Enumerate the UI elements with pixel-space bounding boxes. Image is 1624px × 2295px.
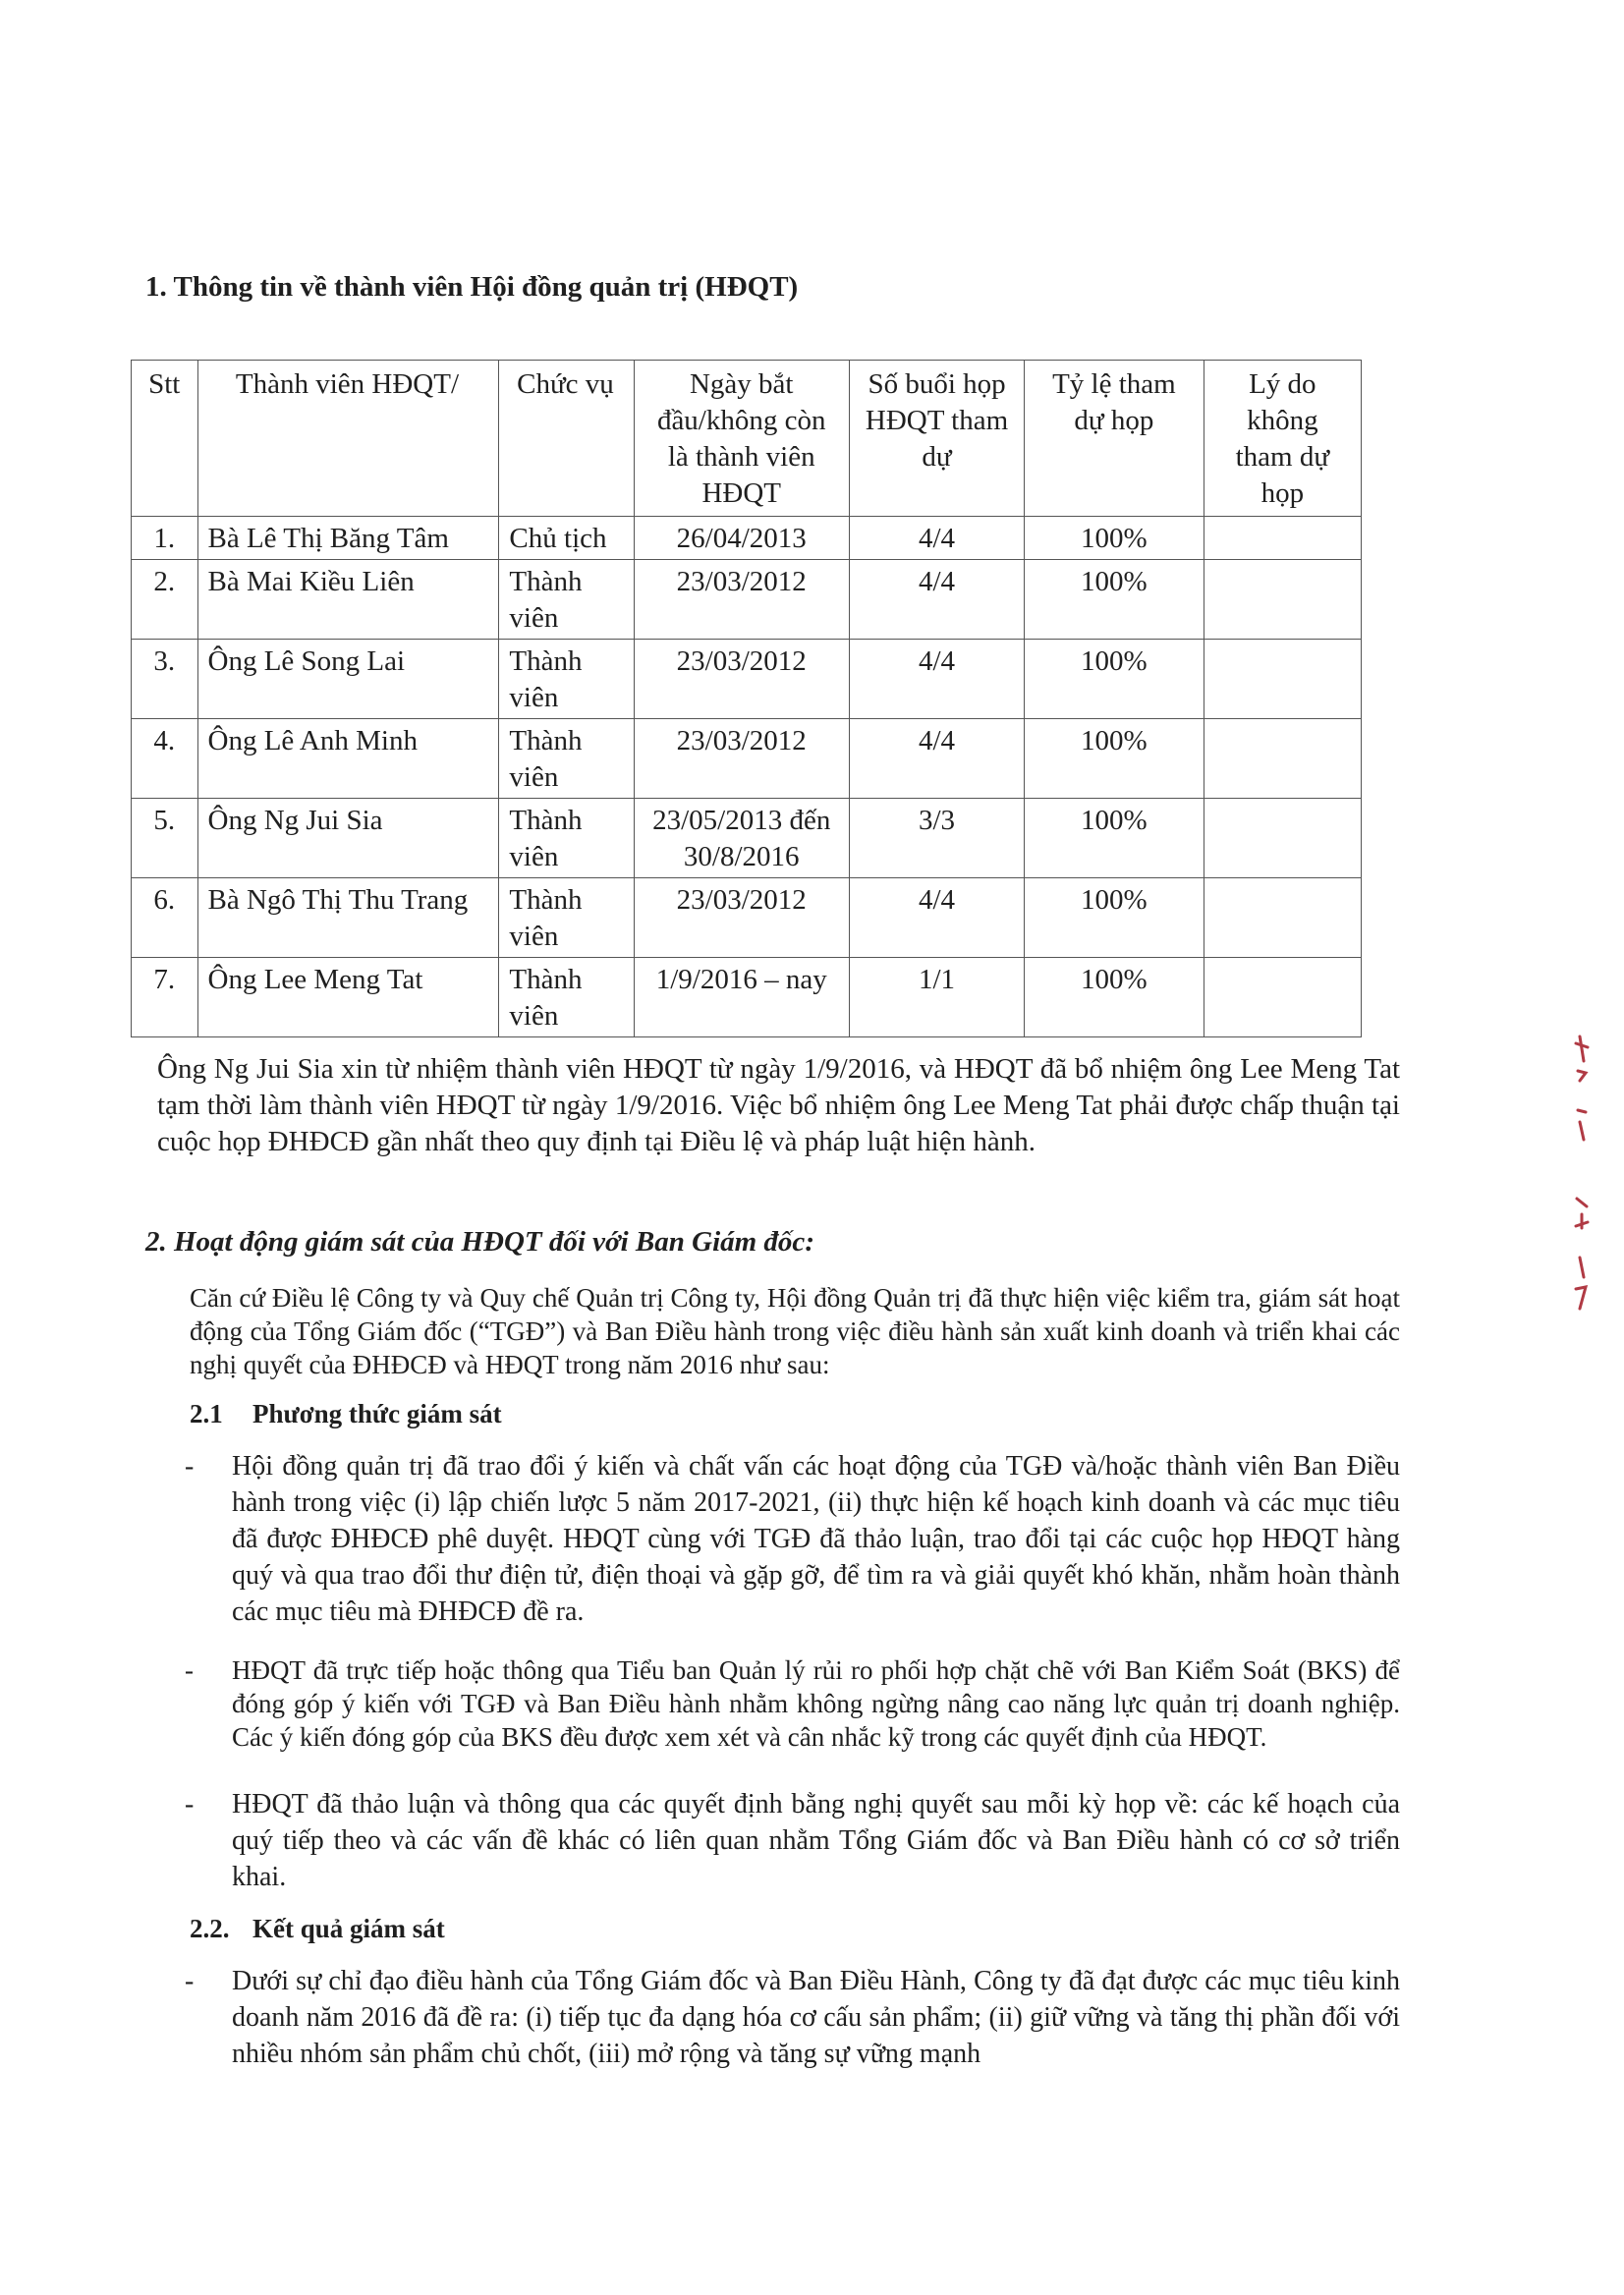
subsection-2-1-number: 2.1 [190,1399,223,1428]
row-rate: 100% [1025,878,1204,958]
list-item [185,1786,1400,1895]
bullet-dash: - [185,1789,195,1819]
row-reason [1204,719,1361,799]
row-stt: 3. [132,640,198,719]
row-stt: 1. [132,517,198,560]
row-stt: 7. [132,958,198,1037]
row-date: 23/05/2013 đến 30/8/2016 [634,799,849,878]
row-sessions: 4/4 [849,878,1024,958]
table-row [132,640,1362,719]
table-header-row [132,361,1362,517]
bullet-text: Hội đồng quản trị đã trao đổi ý kiến và chất vấn các hoạt động của TGĐ và/hoặc thành viên Ban Điều hành trong việc (i) lập chiến lược 5 năm 2017-2021, (ii) thực hiện kế hoạch kinh doanh và các mục tiêu đã được ĐHĐCĐ phê duyệt. HĐQT cùng với TGĐ đã thảo luận, trao đổi tại các cuộc họp HĐQT hàng quý và qua trao đổi thư điện tử, điện thoại và gặp gỡ, để tìm ra và giải quyết khó khăn, nhằm hoàn thành các mục tiêu mà ĐHĐCĐ đề ra. [232,1451,1400,1627]
table-row [132,878,1362,958]
row-sessions: 3/3 [849,799,1024,878]
row-role: Thành viên [499,560,634,640]
row-reason [1204,799,1361,878]
row-stt: 2. [132,560,198,640]
row-name: Ông Lee Meng Tat [197,958,499,1037]
margin-stamp-mark [1562,1032,1601,1326]
row-reason [1204,560,1361,640]
subsection-2-2-heading [190,1914,445,1944]
row-name: Ông Lê Song Lai [197,640,499,719]
row-rate: 100% [1025,517,1204,560]
row-role: Chủ tịch [499,517,634,560]
row-name: Ông Ng Jui Sia [197,799,499,878]
row-date: 23/03/2012 [634,640,849,719]
row-rate: 100% [1025,799,1204,878]
row-rate: 100% [1025,560,1204,640]
row-stt: 4. [132,719,198,799]
bullet-dash: - [185,1655,194,1685]
table-row [132,560,1362,640]
row-sessions: 4/4 [849,517,1024,560]
row-role: Thành viên [499,799,634,878]
subsection-2-1-title: Phương thức giám sát [252,1399,502,1428]
row-reason [1204,640,1361,719]
list-item [185,1448,1400,1630]
row-name: Bà Ngô Thị Thu Trang [197,878,499,958]
board-members-table [131,360,1362,1037]
subsection-2-2-number: 2.2. [190,1914,230,1943]
section-1-heading: 1. Thông tin về thành viên Hội đồng quản trị (HĐQT) [145,271,799,303]
row-name: Ông Lê Anh Minh [197,719,499,799]
stamp-stroke-4 [1576,1258,1586,1309]
row-stt: 5. [132,799,198,878]
subsection-2-1-heading [190,1399,502,1429]
row-name: Bà Lê Thị Băng Tâm [197,517,499,560]
row-date: 26/04/2013 [634,517,849,560]
header-reason: Lý do không tham dự họp [1204,361,1361,517]
bullet-dash: - [185,1966,195,1996]
section-2-colon: : [805,1226,814,1258]
list-item [185,1963,1400,2072]
section-2-heading [145,1226,814,1259]
table-row [132,958,1362,1037]
row-date: 23/03/2012 [634,560,849,640]
row-reason [1204,958,1361,1037]
header-date: Ngày bắt đầu/không còn là thành viên HĐQT [634,361,849,517]
section-2-intro: Căn cứ Điều lệ Công ty và Quy chế Quản trị Công ty, Hội đồng Quản trị đã thực hiện việc kiểm tra, giám sát hoạt động của Tổng Giám đốc (“TGĐ”) và Ban Điều hành trong việc điều hành sản xuất kinh doanh và triển khai các nghị quyết của ĐHĐCĐ và HĐQT trong năm 2016 như sau: [190,1283,1400,1379]
header-member: Thành viên HĐQT/ [197,361,499,517]
row-date: 23/03/2012 [634,878,849,958]
list-item [185,1653,1400,1754]
row-rate: 100% [1025,958,1204,1037]
stamp-scribble [1576,1036,1588,1309]
stamp-stroke-1 [1576,1036,1588,1081]
bullet-text: Dưới sự chỉ đạo điều hành của Tổng Giám đốc và Ban Điều Hành, Công ty đã đạt được các mục tiêu kinh doanh năm 2016 đã đề ra: (i) tiếp tục đa dạng hóa cơ cấu sản phẩm; (ii) giữ vững và tăng thị phần đối với nhiều nhóm sản phẩm chủ chốt, (iii) mở rộng và tăng sự vững mạnh [232,1966,1400,2069]
row-role: Thành viên [499,878,634,958]
header-role: Chức vụ [499,361,634,517]
row-sessions: 4/4 [849,719,1024,799]
row-rate: 100% [1025,640,1204,719]
row-sessions: 4/4 [849,560,1024,640]
appointment-note: Ông Ng Jui Sia xin từ nhiệm thành viên HĐQT từ ngày 1/9/2016, và HĐQT đã bổ nhiệm ông Lee Meng Tat tạm thời làm thành viên HĐQT từ ngày 1/9/2016. Việc bổ nhiệm ông Lee Meng Tat phải được chấp thuận tại cuộc họp ĐHĐCĐ gần nhất theo quy định tại Điều lệ và pháp luật hiện hành. [157,1053,1400,1157]
stamp-stroke-2 [1578,1110,1586,1140]
subsection-2-2-title: Kết quả giám sát [252,1914,445,1943]
header-stt: Stt [132,361,198,517]
header-sessions: Số buổi họp HĐQT tham dự [849,361,1024,517]
row-rate: 100% [1025,719,1204,799]
stamp-stroke-3 [1576,1199,1588,1228]
header-rate: Tỷ lệ tham dự họp [1025,361,1204,517]
table-row [132,517,1362,560]
section-2-title: 2. Hoạt động giám sát của HĐQT đối với Ban Giám đốc [145,1226,806,1258]
row-name: Bà Mai Kiều Liên [197,560,499,640]
bullet-dash: - [185,1451,195,1482]
row-reason [1204,517,1361,560]
row-role: Thành viên [499,719,634,799]
row-date: 23/03/2012 [634,719,849,799]
row-sessions: 4/4 [849,640,1024,719]
row-reason [1204,878,1361,958]
table-row [132,799,1362,878]
row-sessions: 1/1 [849,958,1024,1037]
row-date: 1/9/2016 – nay [634,958,849,1037]
row-role: Thành viên [499,958,634,1037]
bullet-text: HĐQT đã trực tiếp hoặc thông qua Tiểu ban Quản lý rủi ro phối hợp chặt chẽ với Ban Kiểm Soát (BKS) để đóng góp ý kiến với TGĐ và Ban Điều hành nhằm không ngừng nâng cao năng lực quản trị doanh nghiệp. Các ý kiến đóng góp của BKS đều được xem xét và cân nhắc kỹ trong các quyết định của HĐQT. [232,1655,1400,1752]
table-row [132,719,1362,799]
row-role: Thành viên [499,640,634,719]
bullet-text: HĐQT đã thảo luận và thông qua các quyết định bằng nghị quyết sau mỗi kỳ họp về: các kế hoạch của quý tiếp theo và các vấn đề khác có liên quan nhằm Tổng Giám đốc và Ban Điều hành có cơ sở triển khai. [232,1789,1400,1892]
row-stt: 6. [132,878,198,958]
